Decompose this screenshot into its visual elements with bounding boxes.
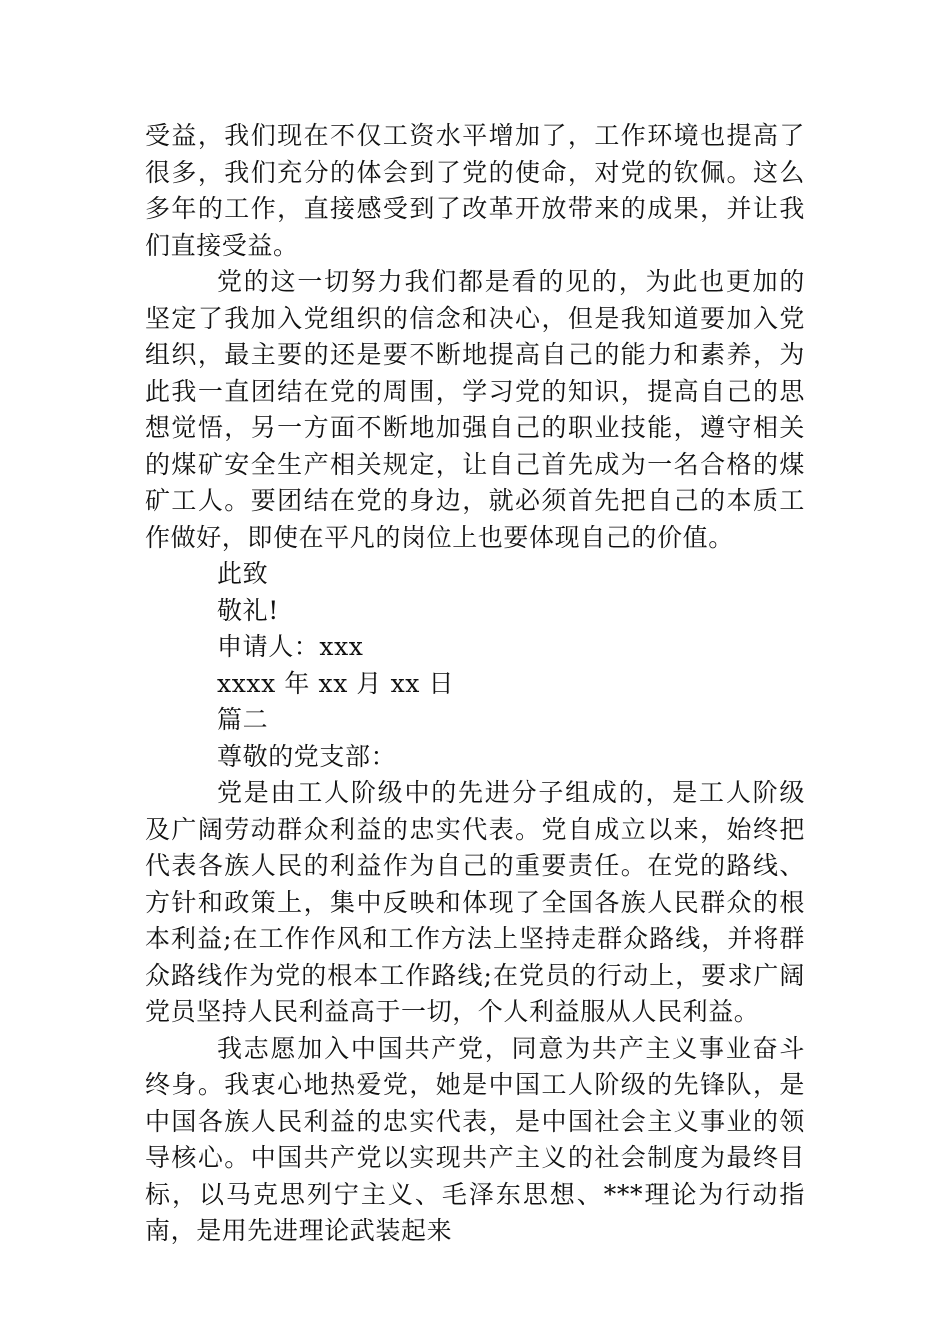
paragraph-party-efforts: 党的这一切努力我们都是看的见的，为此也更加的坚定了我加入党组织的信念和决心，但是我知道要加入党组织，最主要的还是要不断地提高自己的能力和素养，为此我一直团结在党的周围，学习党的知识，提高自己的思想觉悟，另一方面不断地加强自己的职业技能，遵守相关的煤矿安全生产相关规定，让自己首先成为一名合格的煤矿工人。要团结在党的身边，就必须首先把自己的本质工作做好，即使在平凡的岗位上也要体现自己的价值。 <box>145 267 805 552</box>
paragraph-party-nature: 党是由工人阶级中的先进分子组成的，是工人阶级及广阔劳动群众利益的忠实代表。党自成立以来，始终把代表各族人民的利益作为自己的重要责任。在党的路线、方针和政策上，集中反映和体现了全国各族人民群众的根本利益;在工作作风和工作方法上坚持走群众路线，并将群众路线作为党的根本工作路线;在党员的行动上，要求广阔党员坚持人民利益高于一切，个人利益服从人民利益。 <box>145 778 805 1026</box>
closing-phrase: 此致 <box>217 559 269 588</box>
applicant-signature: 申请人：xxx <box>217 632 364 661</box>
paragraph-volunteer: 我志愿加入中国共产党，同意为共产主义事业奋斗终身。我衷心地热爱党，她是中国工人阶级的先锋队，是中国各族人民利益的忠实代表，是中国社会主义事业的领导核心。中国共产党以实现共产主义的社会制度为最终目标，以马克思列宁主义、毛泽东思想、***理论为行动指南，是用先进理论武装起来 <box>145 1033 805 1245</box>
salute-phrase: 敬礼! <box>217 595 279 625</box>
paragraph-continuation: 受益，我们现在不仅工资水平增加了，工作环境也提高了很多，我们充分的体会到了党的使命，对党的钦佩。这么多年的工作，直接感受到了改革开放带来的成果，并让我们直接受益。 <box>145 121 805 260</box>
letter-date: xxxx 年 xx 月 xx 日 <box>217 668 455 698</box>
letter-greeting: 尊敬的党支部： <box>217 741 397 771</box>
document-page <box>145 118 805 1250</box>
section-heading: 篇二 <box>217 705 269 734</box>
